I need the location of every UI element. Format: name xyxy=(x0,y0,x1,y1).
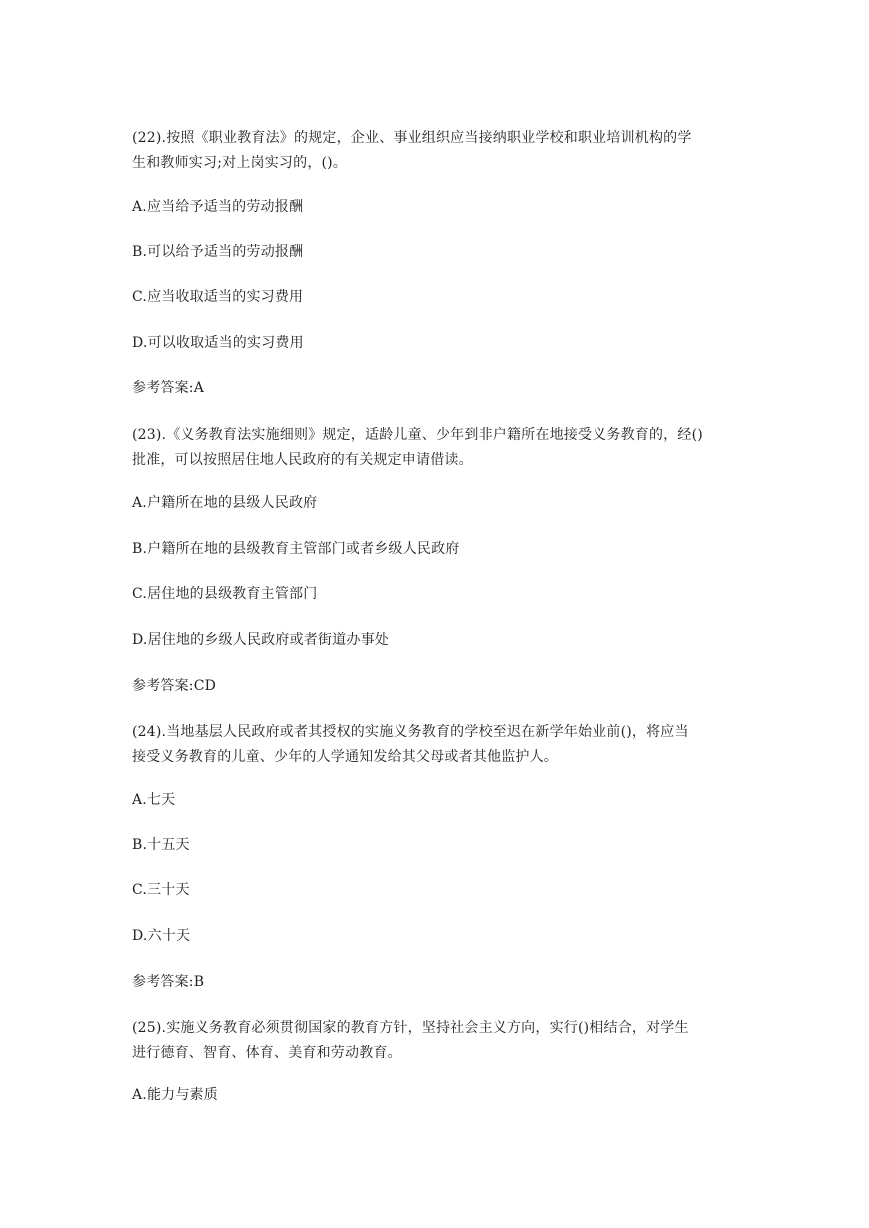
question-24-stem-line-1: (24).当地基层人民政府或者其授权的实施义务教育的学校至迟在新学年始业前()，将应当 xyxy=(132,724,689,740)
question-23-option-a: A.户籍所在地的县级人民政府 xyxy=(132,495,318,511)
question-22-option-c: C.应当收取适当的实习费用 xyxy=(132,289,304,305)
question-25-stem-line-1: (25).实施义务教育必须贯彻国家的教育方针，坚持社会主义方向，实行()相结合，对学生 xyxy=(132,1020,689,1036)
question-22-answer: 参考答案:A xyxy=(132,380,205,396)
question-23-stem-line-2: 批准，可以按照居住地人民政府的有关规定申请借读。 xyxy=(132,452,473,468)
question-23-option-d: D.居住地的乡级人民政府或者街道办事处 xyxy=(132,632,389,648)
question-24-option-a: A.七天 xyxy=(132,792,176,808)
question-24-option-d: D.六十天 xyxy=(132,928,191,944)
question-23-stem-line-1: (23).《义务教育法实施细则》规定，适龄儿童、少年到非户籍所在地接受义务教育的，经() xyxy=(132,427,703,443)
question-22-option-b: B.可以给予适当的劳动报酬 xyxy=(132,244,304,260)
question-24-option-b: B.十五天 xyxy=(132,837,190,853)
question-25-stem-line-2: 进行德育、智育、体育、美育和劳动教育。 xyxy=(132,1045,402,1061)
question-22-stem-line-2: 生和教师实习;对上岗实习的，()。 xyxy=(132,155,348,171)
question-22-option-d: D.可以收取适当的实习费用 xyxy=(132,335,304,351)
question-24-option-c: C.三十天 xyxy=(132,882,190,898)
question-22-stem-line-1: (22).按照《职业教育法》的规定，企业、事业组织应当接纳职业学校和职业培训机构的学 xyxy=(132,130,692,146)
question-24-stem-line-2: 接受义务教育的儿童、少年的人学通知发给其父母或者其他监护人。 xyxy=(132,749,558,765)
question-23-option-b: B.户籍所在地的县级教育主管部门或者乡级人民政府 xyxy=(132,541,460,557)
question-24-answer: 参考答案:B xyxy=(132,974,205,990)
question-22-option-a: A.应当给予适当的劳动报酬 xyxy=(132,199,304,215)
question-23-answer: 参考答案:CD xyxy=(132,678,217,694)
question-23-option-c: C.居住地的县级教育主管部门 xyxy=(132,586,318,602)
question-25-option-a: A.能力与素质 xyxy=(132,1087,218,1103)
